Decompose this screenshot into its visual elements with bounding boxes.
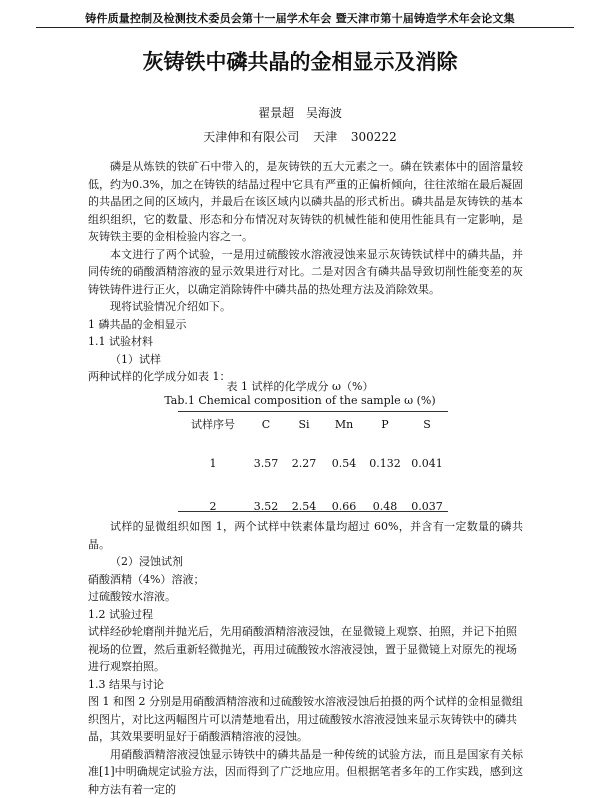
composition-table <box>178 414 448 522</box>
table-cell: 0.66 <box>324 492 364 522</box>
table-header-cell: 试样序号 <box>178 414 248 436</box>
paragraph: 现将试验情况介绍如下。 <box>88 298 523 316</box>
table-cell: 2.54 <box>284 492 324 522</box>
table-cell: 3.57 <box>248 436 284 492</box>
table-cell: 0.037 <box>406 492 448 522</box>
affiliation: 天津伸和有限公司 天津 300222 <box>0 128 600 145</box>
paper-title: 灰铸铁中磷共晶的金相显示及消除 <box>0 46 600 76</box>
table-top-rule <box>178 411 448 412</box>
subsection-heading: 1.1 试验材料 <box>88 333 523 351</box>
item-heading: （1）试样 <box>88 351 523 369</box>
item-heading: （2）浸蚀试剂 <box>88 553 523 571</box>
paragraph: 两种试样的化学成分如表 1： <box>88 368 523 386</box>
paragraph: 试样经砂轮磨削并抛光后，先用硝酸酒精溶液浸蚀，在显微镜上观察、拍照，并记下拍照视场的位置，然后重新轻微抛光，再用过硫酸铵水溶液浸蚀，置于显微镜上对原先的视场进行观察拍照。 <box>88 623 523 676</box>
methods-section <box>88 518 523 798</box>
intro-section <box>88 158 523 386</box>
table-header-cell: Mn <box>324 414 364 436</box>
table-cell: 0.48 <box>364 492 406 522</box>
section-heading: 1 磷共晶的金相显示 <box>88 316 523 334</box>
table-header-cell: P <box>364 414 406 436</box>
table-cell: 0.54 <box>324 436 364 492</box>
table-header-cell: Si <box>284 414 324 436</box>
paragraph: 磷是从炼铁的铁矿石中带入的，是灰铸铁的五大元素之一。磷在铁素体中的固溶量较低，约为0.3%，加之在铸铁的结晶过程中它具有严重的正偏析倾向，往往浓缩在最后凝固的共晶团之间的区域内，并最后在该区域内以磷共晶的形式析出。磷共晶是灰铸铁的基本组织组织，它的数量、形态和分布情况对灰铸铁的机械性能和使用性能具有一定影响，是灰铸铁主要的金相检验内容之一。 <box>88 158 523 246</box>
table-header-cell: C <box>248 414 284 436</box>
running-header: 铸件质量控制及检测技术委员会第十一届学术年会 暨天津市第十届铸造学术年会论文集 <box>0 10 600 26</box>
table-cell: 1 <box>178 436 248 492</box>
header-rule <box>36 27 574 28</box>
table-cell: 2.27 <box>284 436 324 492</box>
table-cell: 0.041 <box>406 436 448 492</box>
reagent-item: 过硫酸铵水溶液。 <box>88 588 523 606</box>
table-header-row <box>178 414 448 436</box>
table-cell: 2 <box>178 492 248 522</box>
table-caption-en: Tab.1 Chemical composition of the sample ω (%) <box>0 394 600 407</box>
subsection-heading: 1.3 结果与讨论 <box>88 676 523 694</box>
paragraph: 本文进行了两个试验，一是用过硫酸铵水溶液浸蚀来显示灰铸铁试样中的磷共晶，并同传统的硝酸酒精溶液的显示效果进行对比。二是对因含有磷共晶导致切削性能变差的灰铸铁铸件进行正火，以确定消除铸件中磷共晶的热处理方法及消除效果。 <box>88 246 523 299</box>
authors: 翟景超 吴海波 <box>0 104 600 121</box>
paragraph: 用硝酸酒精溶液浸蚀显示铸铁中的磷共晶是一种传统的试验方法，而且是国家有关标准[1]中明确规定试验方法，因而得到了广泛地应用。但根据笔者多年的工作实践，感到这种方法有着一定的 <box>88 746 523 798</box>
subsection-heading: 1.2 试验过程 <box>88 606 523 624</box>
table-cell: 0.132 <box>364 436 406 492</box>
table-header-cell: S <box>406 414 448 436</box>
table-row <box>178 436 448 492</box>
table-bottom-rule <box>178 511 448 512</box>
reagent-item: 硝酸酒精（4%）溶液； <box>88 571 523 589</box>
paragraph: 试样的显微组织如图 1，两个试样中铁素体量均超过 60%，并含有一定数量的磷共晶。 <box>88 518 523 553</box>
table-caption-cn: 表 1 试样的化学成分 ω（%） <box>0 378 600 394</box>
paragraph: 图 1 和图 2 分别是用硝酸酒精溶液和过硫酸铵水溶液浸蚀后拍摄的两个试样的金相显微组织图片，对比这两幅图片可以清楚地看出，用过硫酸铵水溶液浸蚀来显示灰铸铁中的磷共晶，其效果要明显好于硝酸酒精溶液的浸蚀。 <box>88 693 523 746</box>
table-cell: 3.52 <box>248 492 284 522</box>
